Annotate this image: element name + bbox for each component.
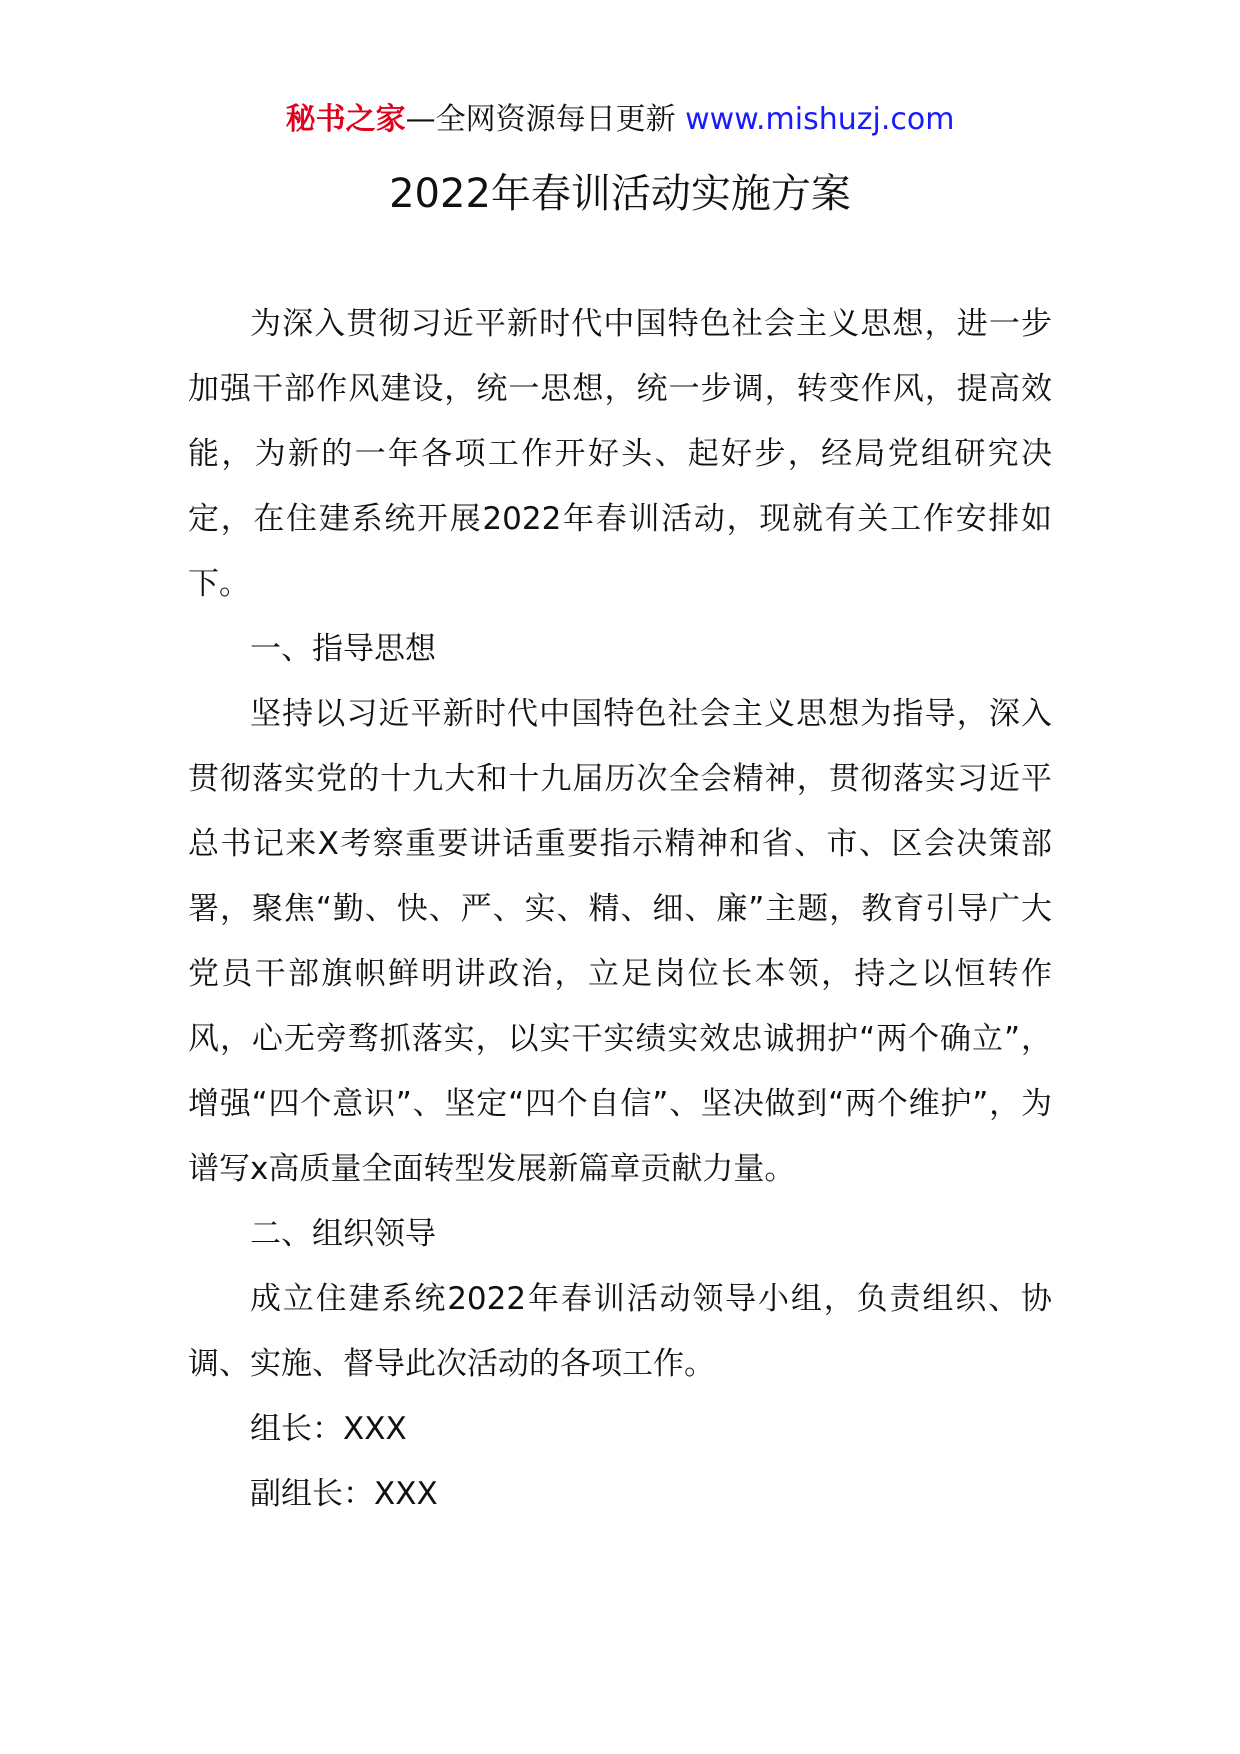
site-slogan: —全网资源每日更新 (405, 102, 686, 137)
site-url-link[interactable]: www.mishuzj.com (685, 102, 955, 137)
document-title: 2022年春训活动实施方案 (389, 171, 851, 217)
section-heading-guiding-ideology: 一、指导思想 (250, 631, 436, 667)
site-header (0, 98, 1240, 142)
deputy-leader-line: 副组长：XXX (250, 1476, 438, 1512)
guiding-ideology-paragraph: 坚持以习近平新时代中国特色社会主义思想为指导，深入贯彻落实党的十九大和十九届历次全会精神，贯彻落实习近平总书记来X考察重要讲话重要指示精神和省、市、区会决策部署，聚焦“勤、快、严、实、精、细、廉”主题，教育引导广大党员干部旗帜鲜明讲政治，立足岗位长本领，持之以恒转作风，心无旁骛抓落实，以实干实绩实效忠诚拥护“两个确立”，增强“四个意识”、坚定“四个自信”、坚决做到“两个维护”，为谱写x高质量全面转型发展新篇章贡献力量。 (188, 696, 1052, 1187)
section-heading-organization: 二、组织领导 (250, 1216, 436, 1252)
document-body (188, 292, 1052, 1527)
site-brand: 秘书之家 (285, 102, 406, 137)
organization-paragraph: 成立住建系统2022年春训活动领导小组，负责组织、协调、实施、督导此次活动的各项工作。 (188, 1281, 1052, 1382)
group-leader-line: 组长：XXX (250, 1411, 407, 1447)
intro-paragraph: 为深入贯彻习近平新时代中国特色社会主义思想，进一步加强干部作风建设，统一思想，统一步调，转变作风，提高效能，为新的一年各项工作开好头、起好步，经局党组研究决定，在住建系统开展2022年春训活动，现就有关工作安排如下。 (188, 306, 1052, 602)
